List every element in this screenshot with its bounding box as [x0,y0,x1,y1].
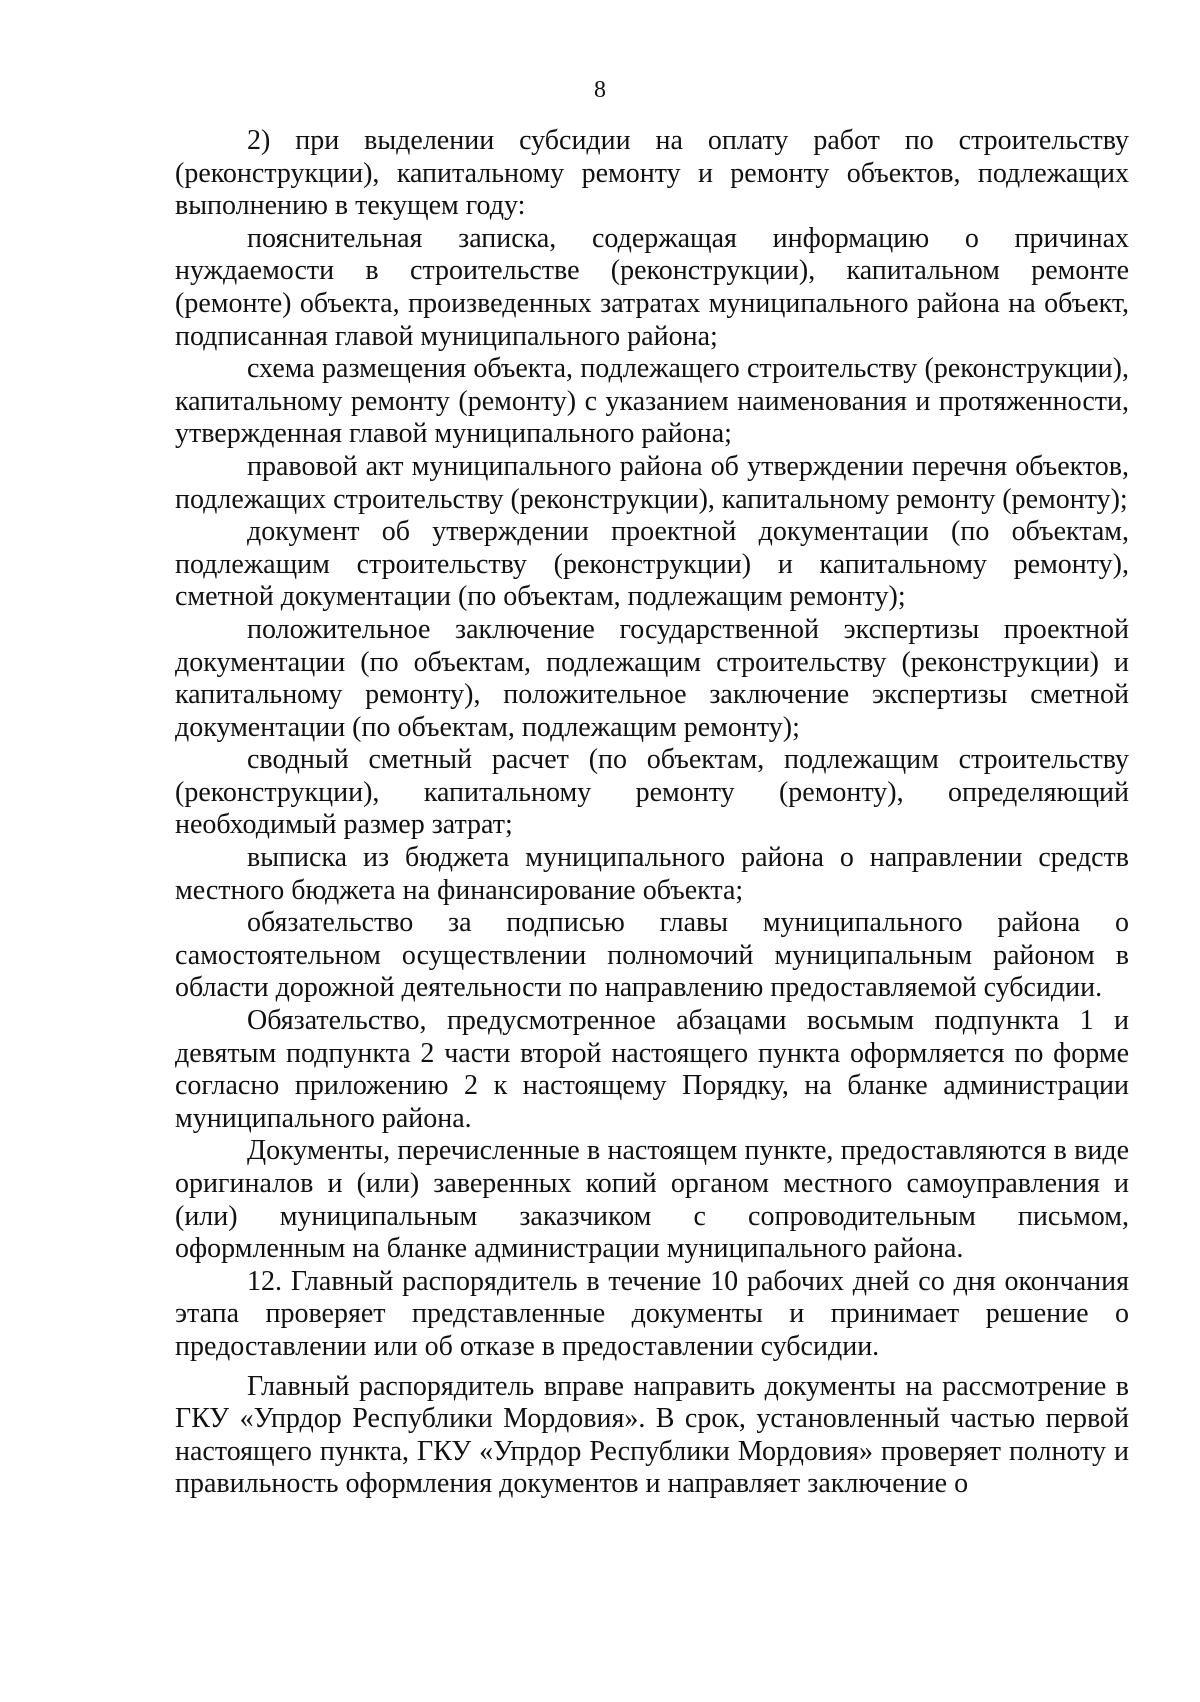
page-number: 8 [594,77,606,103]
paragraph-review-upr-dor: Главный распорядитель вправе направить документы на рассмотрение в ГКУ «Упрдор Республики Мордовия». В срок, установленный частью первой настоящего пункта, ГКУ «Упрдор Республики Мордовия» проверяет полноту и правильность оформления документов и направляет заключение о [175,1370,1129,1500]
paragraph-subsidy-works: 2) при выделении субсидии на оплату работ по строительству (реконструкции), капитальному ремонту и ремонту объектов, подлежащих выполнению в текущем году: [175,125,1129,222]
paragraph-legal-act: правовой акт муниципального района об утверждении перечня объектов, подлежащих строительству (реконструкции), капитальному ремонту (ремонту); [175,450,1129,515]
paragraph-design-approval: документ об утверждении проектной документации (по объектам, подлежащим строительству (реконструкции) и капитальному ремонту), сметной документации (по объектам, подлежащим ремонту); [175,516,1129,613]
document-body [175,125,1129,1501]
paragraph-placement-scheme: схема размещения объекта, подлежащего строительству (реконструкции), капитальному ремонту (ремонту) с указанием наименования и протяженности, утвержденная главой муниципального района; [175,353,1129,450]
paragraph-obligation: обязательство за подписью главы муниципального района о самостоятельном осуществлении полномочий муниципальным районом в области дорожной деятельности по направлению предоставляемой субсидии. [175,907,1129,1004]
paragraph-documents-submission: Документы, перечисленные в настоящем пункте, предоставляются в виде оригиналов и (или) заверенных копий органом местного самоуправления и (или) муниципальным заказчиком с сопроводительным письмом, оформленным на бланке администрации муниципального района. [175,1135,1129,1265]
paragraph-item-12: 12. Главный распорядитель в течение 10 рабочих дней со дня окончания этапа проверяет представленные документы и принимает решение о предоставлении или об отказе в предоставлении субсидии. [175,1265,1129,1362]
paragraph-budget-extract: выписка из бюджета муниципального района о направлении средств местного бюджета на финансирование объекта; [175,842,1129,906]
paragraph-expert-opinion: положительное заключение государственной экспертизы проектной документации (по объектам, подлежащим строительству (реконструкции) и капитальному ремонту), положительное заключение экспертизы сметной документации (по объектам, подлежащим ремонту); [175,613,1129,743]
paragraph-cost-estimate: сводный сметный расчет (по объектам, подлежащим строительству (реконструкции), капитальному ремонту (ремонту), определяющий необходимый размер затрат; [175,744,1129,841]
paragraph-explanatory-note: пояснительная записка, содержащая информацию о причинах нуждаемости в строительстве (реконструкции), капитальном ремонте (ремонте) объекта, произведенных затратах муниципального района на объект, подписанная главой муниципального района; [175,222,1129,352]
paragraph-obligation-form: Обязательство, предусмотренное абзацами восьмым подпункта 1 и девятым подпункта 2 части второй настоящего пункта оформляется по форме согласно приложению 2 к настоящему Порядку, на бланке администрации муниципального района. [175,1005,1129,1134]
